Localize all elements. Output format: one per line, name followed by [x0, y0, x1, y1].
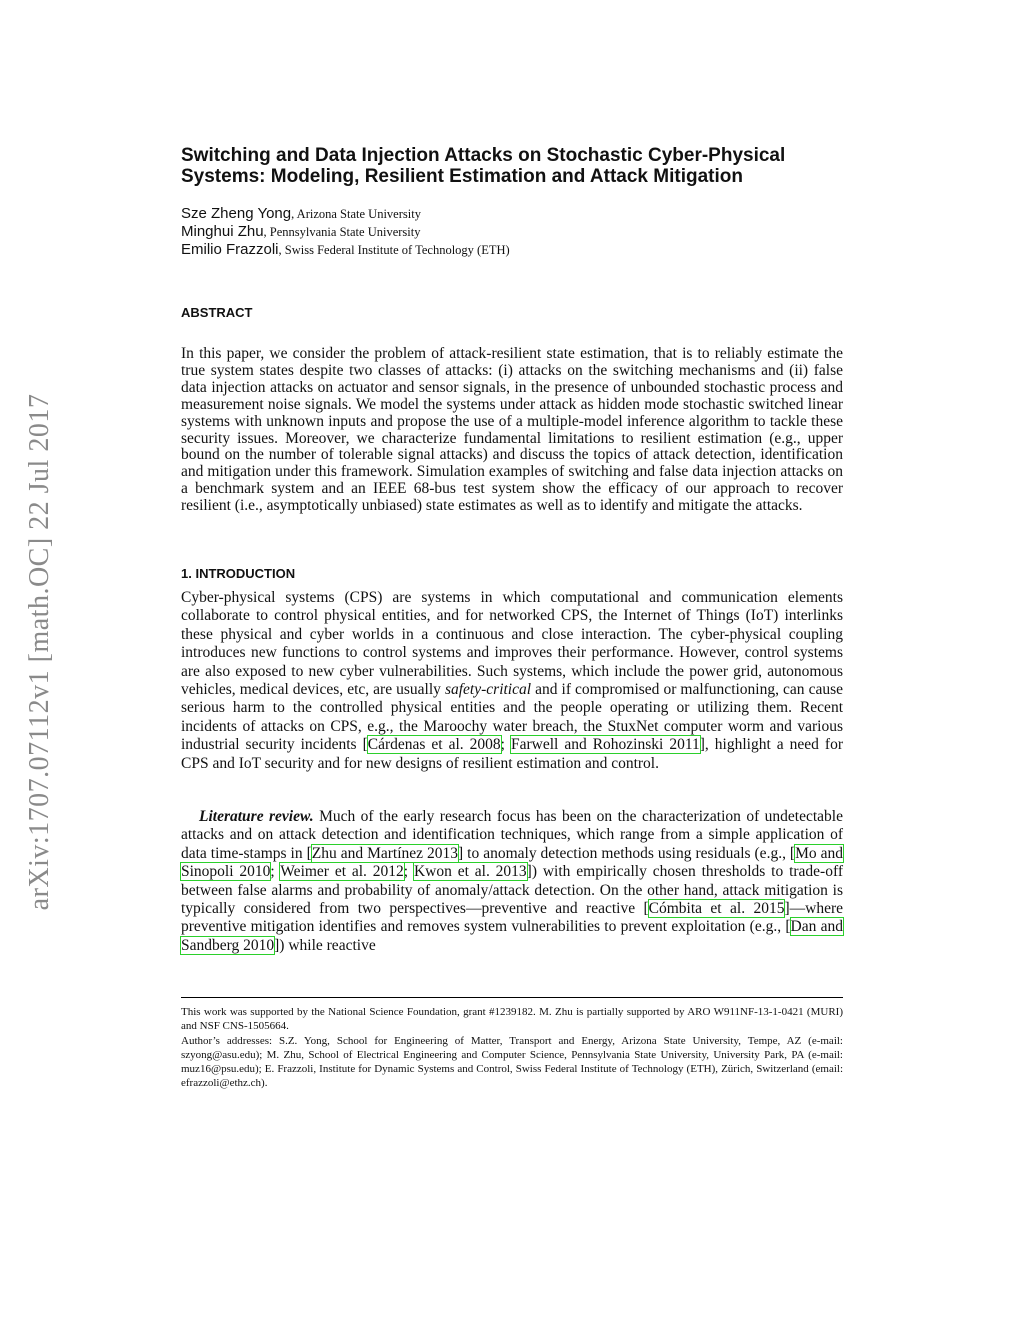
author-entry: [181, 205, 843, 223]
paper-title: Switching and Data Injection Attacks on Stochastic Cyber-Physical Systems: Modeling, Resilient Estimation and Attack Mitigation: [181, 145, 786, 187]
author-entry: [181, 241, 843, 259]
author-name: Emilio Frazzoli: [181, 241, 279, 258]
lit-text: Much of the early research focus has been on the characterization of undetectable attacks and on attack detection and identification techniques, which range from a simple application of data time-stamps in [: [181, 808, 843, 862]
lit-text: ]) while reactive: [274, 936, 376, 954]
citation-link[interactable]: Zhu and Martínez 2013: [311, 844, 459, 862]
author-affiliation: , Swiss Federal Institute of Technology (ETH): [278, 243, 510, 257]
author-list: [181, 205, 843, 259]
lit-text: ]) with empirically chosen thresholds to trade-off between false alarms and probability of anomaly/attack detection. On the other hand, attack mitigation is typically considered from two perspectives—preventive and reactive [: [181, 863, 844, 918]
citation-separator: ;: [403, 863, 414, 881]
author-affiliation: , Arizona State University: [291, 207, 421, 221]
address-footnote: Author’s addresses: S.Z. Yong, School for Engineering of Matter, Transport and Energy, Arizona State University, Tempe, AZ (e-mail: szyong@asu.edu); M. Zhu, School of Electrical Engineering and Computer Science, Pennsylvania State University, University Park, PA (e-mail: muz16@psu.edu); E. Frazzoli, Institute for Dynamic Systems and Control, Swiss Federal Institute of Technology (ETH), Zürich, Switzerland (email: efrazzoli@ethz.ch).: [181, 1035, 843, 1089]
citation-link[interactable]: Farwell and Rohozinski 2011: [510, 736, 700, 754]
intro-text: and if compromised or malfunctioning, can cause serious harm to the controlled physical entities and the people operating or utilizing them. Recent incidents of attacks on CPS, e.g., the Maroochy water breach, the StuxNet computer worm and various industrial security incidents [: [181, 681, 843, 754]
arxiv-identifier: arXiv:1707.07112v1 [math.OC] 22 Jul 2017: [24, 393, 55, 911]
abstract-text: In this paper, we consider the problem of attack-resilient state estimation, that is to reliably estimate the true system states despite two classes of attacks: (i) attacks on the switching mechanisms and (ii) false data injection attacks on actuator and sensor signals, in the presence of unbounded stochastic process and measurement noise signals. We model the systems under attack as hidden mode stochastic switched linear systems with unknown inputs and propose the use of a multiple-model inference algorithm to tackle these security issues. Moreover, we characterize fundamental limitations to resilient estimation (e.g., upper bound on the number of tolerable signal attacks) and discuss the topics of attack detection, identification and mitigation under this framework. Simulation examples of switching and false data injection attacks on a benchmark system and an IEEE 68-bus test system show the efficacy of our approach to recover resilient (i.e., asymptotically unbiased) state estimates as well as to identify and mitigate the attacks.: [181, 345, 843, 515]
intro-text: Cyber-physical systems (CPS) are systems in which computational and communication elements collaborate to control physical entities, and for networked CPS, the Internet of Things (IoT) interlinks these physical and cyber worlds in a continuous and close interaction. The cyber-physical coupling introduces new functions to control systems and improves their performance. However, control systems are also exposed to new cyber vulnerabilities. Such systems, which include the power grid, autonomous vehicles, medical devices, etc, are usually: [181, 589, 843, 699]
citation-separator: ;: [270, 863, 281, 881]
introduction-heading: 1. INTRODUCTION: [181, 566, 296, 581]
citation-separator: ;: [500, 736, 511, 754]
literature-review-label: Literature review.: [199, 808, 314, 825]
abstract-heading: ABSTRACT: [181, 305, 253, 320]
author-affiliation: , Pennsylvania State University: [263, 225, 421, 239]
literature-review-paragraph: [181, 808, 843, 955]
lit-text: ] to anomaly detection methods using residuals (e.g., [: [458, 844, 796, 862]
lit-text: ]—where preventive mitigation identifies and removes system vulnerabilities to prevent exploitation (e.g., [: [181, 900, 843, 936]
emphasis-text: safety-critical: [444, 681, 532, 699]
citation-link[interactable]: Dan and Sandberg 2010: [181, 918, 843, 954]
intro-text: ], highlight a need for CPS and IoT security and for new designs of resilient estimation and control.: [181, 736, 843, 772]
citation-link[interactable]: Weimer et al. 2012: [280, 863, 404, 881]
intro-paragraph: [181, 589, 843, 773]
author-name: Minghui Zhu: [181, 223, 264, 240]
funding-footnote: This work was supported by the National Science Foundation, grant #1239182. M. Zhu is partially supported by ARO W911NF-13-1-0421 (MURI) and NSF CNS-1505664.: [181, 1006, 843, 1032]
citation-link[interactable]: Cárdenas et al. 2008: [367, 736, 501, 754]
author-entry: [181, 223, 843, 241]
citation-link[interactable]: Mo and Sinopoli 2010: [181, 844, 843, 881]
footnote-divider: [181, 997, 843, 998]
citation-link[interactable]: Cómbita et al. 2015: [648, 900, 785, 918]
author-name: Sze Zheng Yong: [181, 205, 292, 222]
citation-link[interactable]: Kwon et al. 2013: [413, 863, 527, 881]
